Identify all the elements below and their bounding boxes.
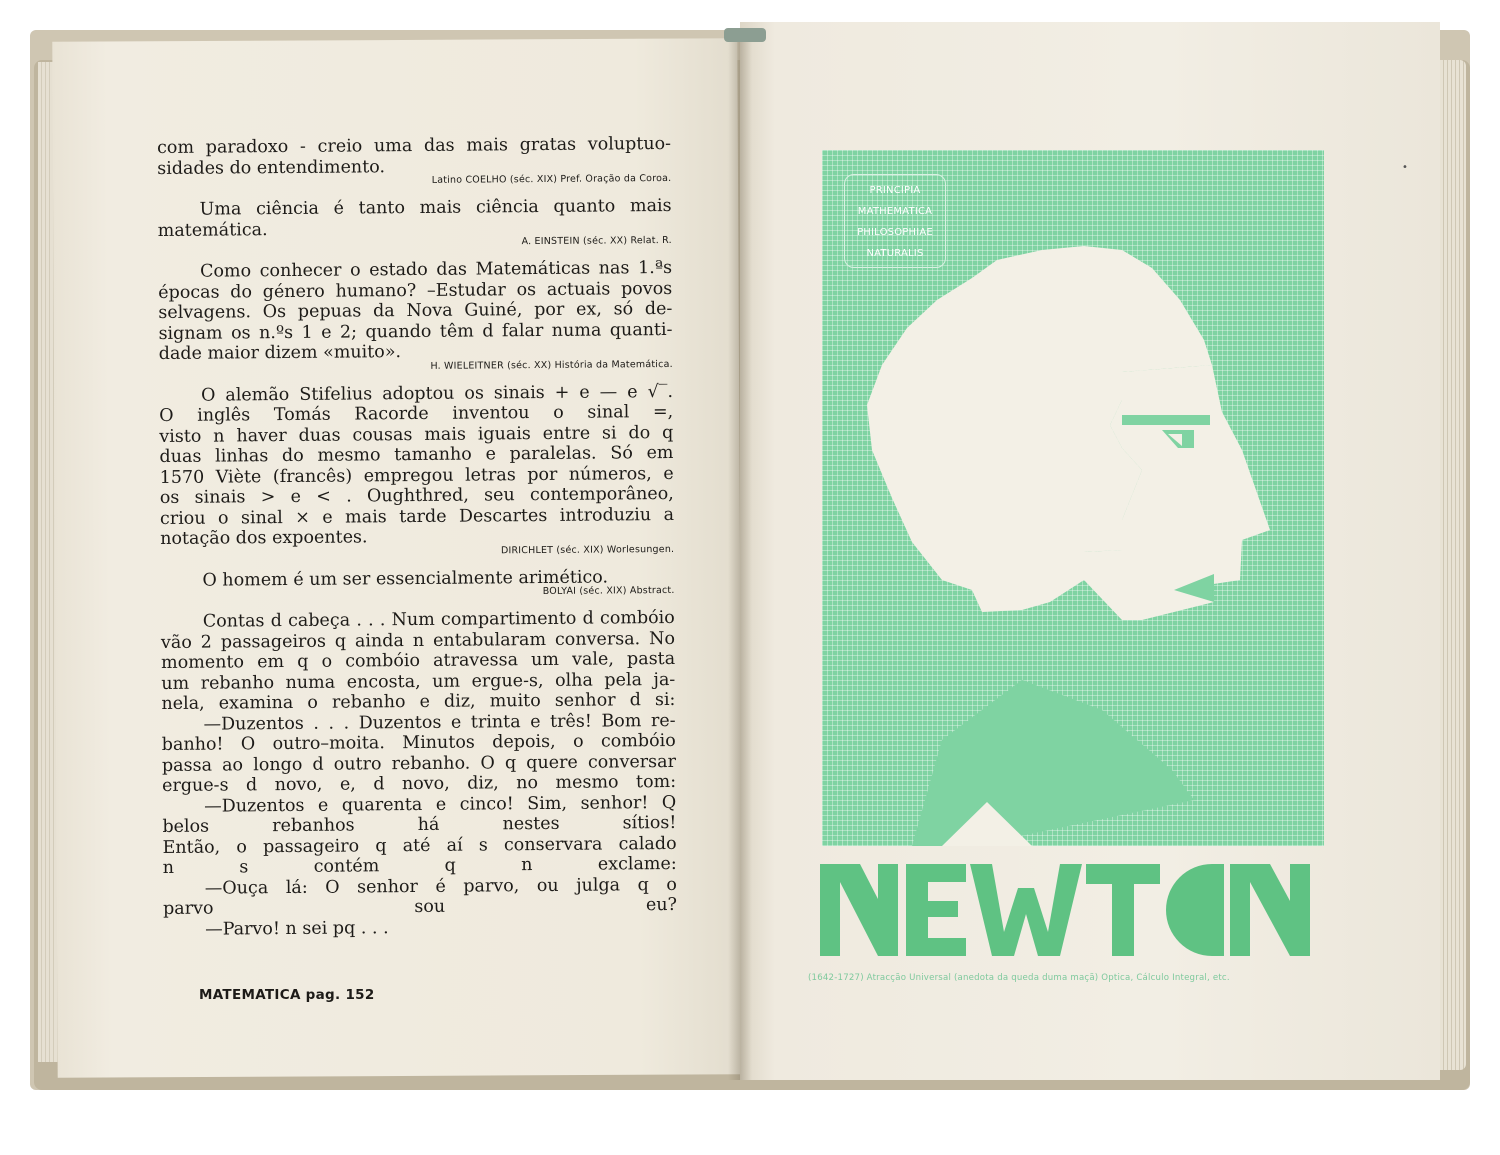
text-line: um rebanho numa encosta, um ergue-s, olha pela ja- xyxy=(161,669,676,694)
letter-w xyxy=(970,864,1082,956)
text-line: Então, o passageiro q até aí s conservara calado xyxy=(162,833,677,858)
quote-attribution: A. EINSTEIN (séc. XX) Relat. R. xyxy=(521,234,672,248)
text-line: banho! O outro–moita. Minutos depois, o combóio xyxy=(161,730,676,755)
quote-attribution: BOLYAI (séc. XIX) Abstract. xyxy=(542,584,675,597)
text-line: notação dos expoentes. xyxy=(160,527,368,549)
quote-attribution: H. WIELEITNER (séc. XX) História da Matemática. xyxy=(430,358,673,372)
text-line: duas linhas do mesmo tamanho e paralelas. Só em xyxy=(159,442,674,467)
text-line: signam os n.ºs 1 e 2; quando têm d falar numa quanti- xyxy=(158,319,673,344)
newton-poster xyxy=(822,150,1324,846)
quote-paragraph xyxy=(159,381,674,549)
portrait-neck xyxy=(912,680,1194,846)
text-line: Como conhecer o estado das Matemáticas nas 1.ªs xyxy=(199,257,673,282)
text-line: criou o sinal × e mais tarde Descartes introduziu a xyxy=(159,504,675,529)
text-line: —Parvo! n sei pq . . . xyxy=(205,917,389,940)
page-edges-right xyxy=(1436,60,1466,1070)
text-line: passa ao longo d outro rebanho. O q quere conversar xyxy=(161,751,676,776)
text-line: momento em q o combóio atravessa um vale, pasta xyxy=(161,648,676,673)
text-line: visto n haver duas cousas mais iguais entre si do q xyxy=(159,422,674,447)
text-line: com paradoxo - creio uma das mais gratas voluptuo- xyxy=(157,133,672,158)
text-line: 1570 Viète (francês) empregou letras por números, e xyxy=(159,463,674,488)
quote-paragraph xyxy=(157,196,671,241)
paper-speck: • xyxy=(1402,162,1408,173)
text-line: selvagens. Os pepuas da Nova Guiné, por ex, só de- xyxy=(158,298,673,323)
quote-paragraph xyxy=(161,608,678,940)
text-line: n s contém q n exclame: xyxy=(162,853,677,878)
portrait-eyebrow xyxy=(1122,415,1210,425)
text-line: vão 2 passageiros q ainda n entabularam conversa. No xyxy=(160,628,676,653)
latin-title-line: PRINCIPIA xyxy=(869,185,921,196)
text-line: O homem é um ser essencialmente arimético. xyxy=(202,566,609,591)
quote-paragraph xyxy=(158,258,673,365)
quote-paragraph xyxy=(157,134,671,179)
left-page-text xyxy=(157,134,677,940)
text-line: os sinais > e < . Oughthred, seu contemporâneo, xyxy=(159,483,674,508)
latin-title-line: NATURALIS xyxy=(866,248,924,259)
quote-attribution: DIRICHLET (séc. XIX) Worlesungen. xyxy=(500,543,675,556)
poster-caption: (1642-1727) Atracção Universal (anedota da queda duma maçã) Optica, Cálculo Integral, etc. xyxy=(808,973,1230,983)
letter-e xyxy=(906,864,966,956)
text-line: dade maior dizem «muito». xyxy=(158,342,402,364)
book-gutter xyxy=(728,30,752,1080)
newton-name-text: NEWTON xyxy=(820,858,825,859)
text-line: —Ouça lá: O senhor é parvo, ou julga q o xyxy=(204,874,677,899)
book-spine xyxy=(724,28,766,42)
letter-t xyxy=(1086,864,1160,956)
letter-n-2 xyxy=(1230,864,1310,956)
text-line: Contas d cabeça . . . Num compartimento d combóio xyxy=(202,607,675,632)
latin-title-line: MATHEMATICA xyxy=(857,206,933,217)
text-line: —Duzentos e quarenta e cinco! Sim, senhor! Q xyxy=(204,792,677,817)
principia-title-box xyxy=(844,174,946,268)
text-line: ergue-s d novo, e, d novo, diz, no mesmo tom: xyxy=(162,771,677,796)
text-line: O alemão Stifelius adoptou os sinais + e — e √‾. xyxy=(200,381,674,406)
text-line: nela, examina o rebanho e diz, muito senhor d si: xyxy=(161,689,676,714)
text-line: parvo sou eu? xyxy=(162,894,678,919)
text-line: —Duzentos . . . Duzentos e trinta e três! Bom re- xyxy=(203,710,676,735)
letter-n-1 xyxy=(820,864,898,956)
quote-attribution: Latino COELHO (séc. XIX) Pref. Oração da Coroa. xyxy=(431,172,672,186)
text-line: belos rebanhos há nestes sítios! xyxy=(162,812,677,837)
text-line: Uma ciência é tanto mais ciência quanto mais xyxy=(199,195,672,220)
text-line: épocas do género humano? –Estudar os actuais povos xyxy=(158,278,673,303)
newton-name-lettering xyxy=(820,858,1310,958)
letter-o xyxy=(1166,864,1224,956)
text-line: matemática. xyxy=(157,219,268,241)
text-line: O inglês Tomás Racorde inventou o sinal =, xyxy=(159,401,674,426)
text-line: sidades do entendimento. xyxy=(157,156,386,179)
latin-title-line: PHILOSOPHIAE xyxy=(857,227,933,238)
page-footer: MATEMATICA pag. 152 xyxy=(199,987,375,1003)
